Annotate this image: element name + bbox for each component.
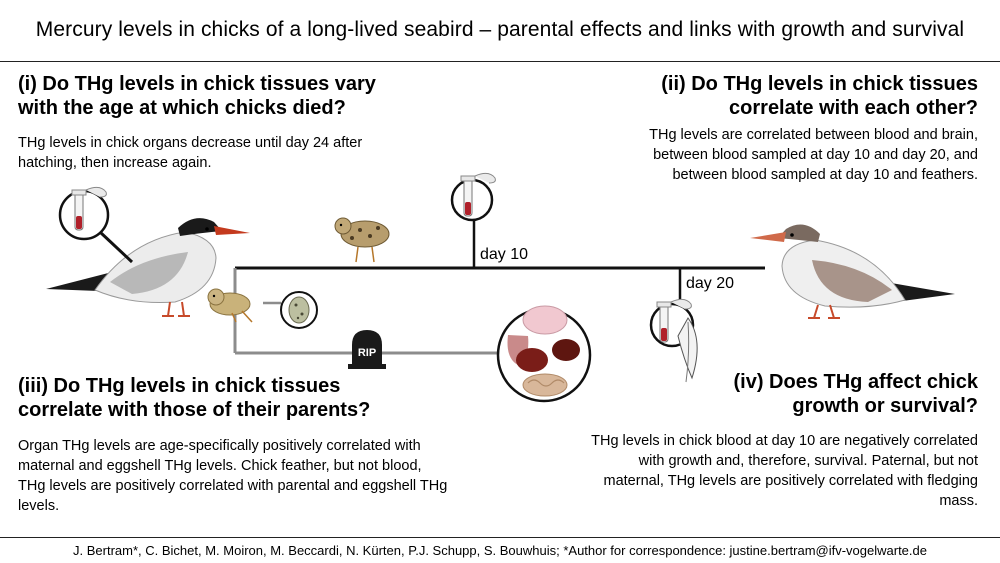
egg-illustration (281, 292, 317, 328)
question-ii: (ii) Do THg levels in chick tissues correlate with each other? (661, 73, 978, 119)
question-iv: (iv) Does THg affect chick growth or survival? (733, 371, 978, 417)
question-i: (i) Do THg levels in chick tissues vary with the age at which chicks died? (18, 73, 376, 119)
day10-label: day 10 (480, 246, 529, 263)
gravestone-icon (348, 330, 386, 369)
answer-iii: Organ THg levels are age-specifically positively correlated with maternal and eggshell THg levels. Chick feather, but not blood, THg levels are positively correlated with parental and eggshell THg levels. (18, 438, 448, 514)
bottom-divider (0, 537, 1000, 538)
organs-illustration (498, 306, 590, 401)
question-iii: (iii) Do THg levels in chick tissues correlate with those of their parents? (18, 375, 371, 421)
day20-blood-and-feather (651, 299, 697, 382)
answer-ii: THg levels are correlated between blood and brain, between blood sampled at day 10 and day 20, and between blood sampled at day 10 and feathers. (649, 127, 978, 183)
footer-credits: J. Bertram*, C. Bichet, M. Moiron, M. Beccardi, N. Kürten, P.J. Schupp, S. Bouwhuis; *Author for correspondence: justine.bertram@ifv-vogelwarte.de (73, 543, 927, 558)
day10-blood-sample (452, 173, 495, 220)
adult-tern-right-illustration (750, 225, 955, 318)
hatchling-chick-illustration (208, 289, 252, 322)
page-title: Mercury levels in chicks of a long-lived seabird – parental effects and links with growth and survival (35, 18, 965, 41)
rip-text: RIP (357, 347, 377, 359)
parent-blood-magnifier (60, 187, 132, 262)
older-chick-illustration (335, 218, 389, 262)
answer-iv: THg levels in chick blood at day 10 are negatively correlated with growth and, therefore, survival. Paternal, but not maternal, THg levels are positively correlated with fledging mass. (591, 433, 978, 509)
answer-i: THg levels in chick organs decrease until day 24 after hatching, then increase again. (18, 135, 363, 171)
day20-label: day 20 (686, 275, 735, 292)
